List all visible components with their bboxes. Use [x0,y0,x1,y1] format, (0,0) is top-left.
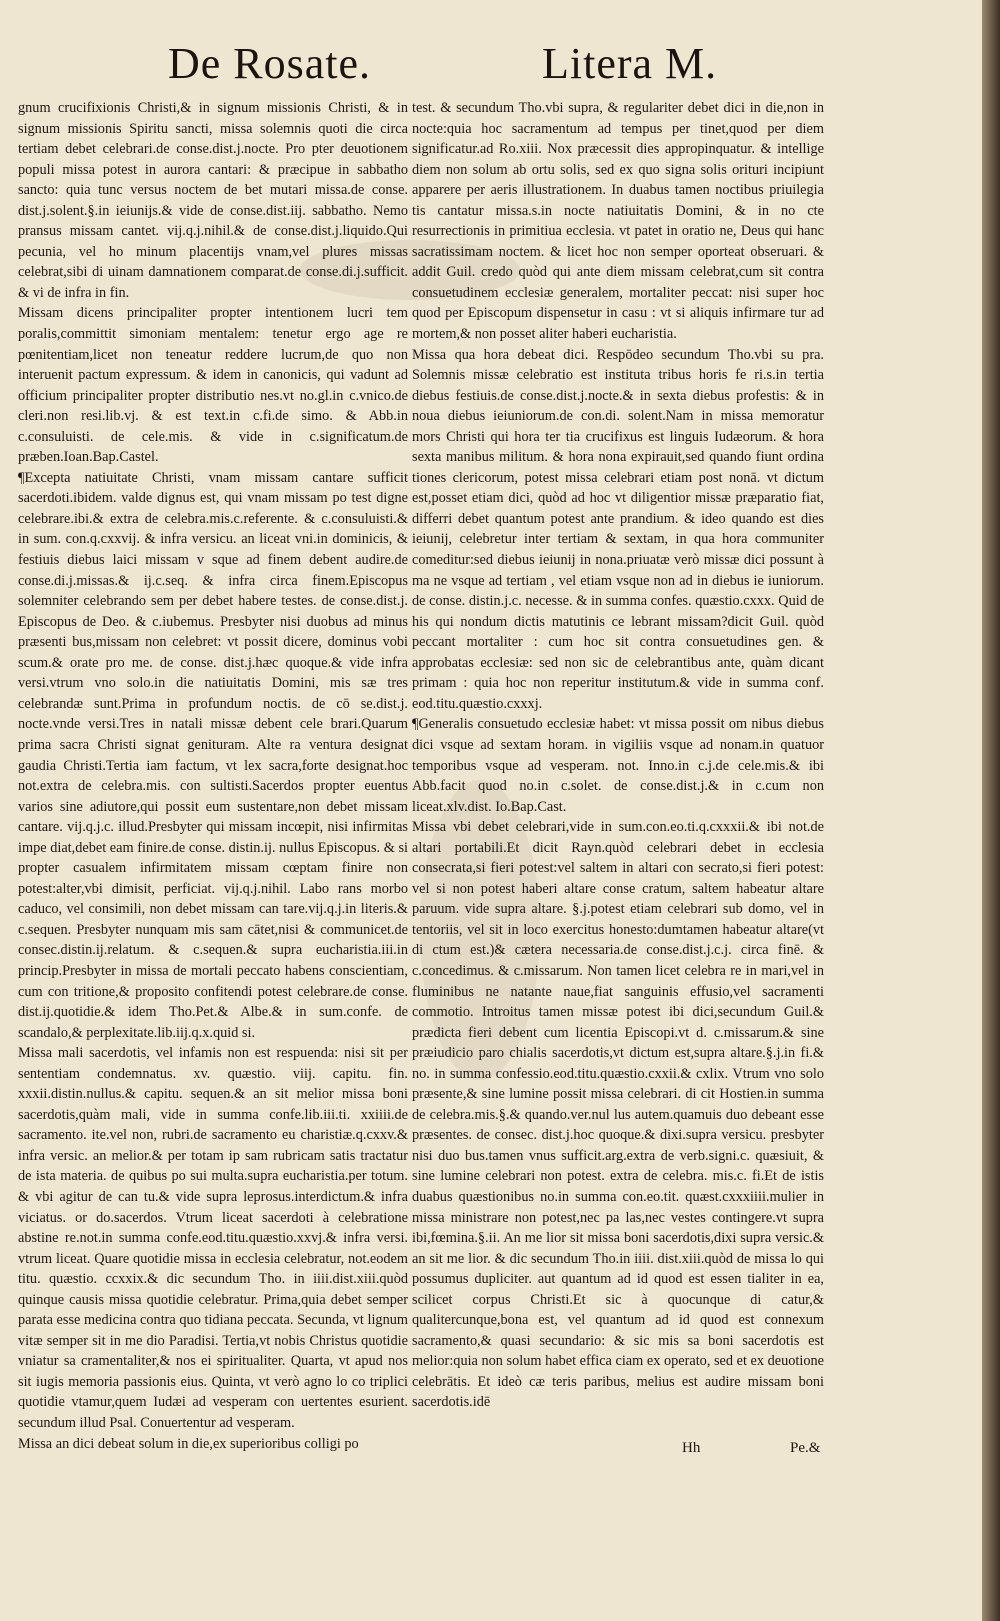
paragraph: Missa vbi debet celebrari,vide in sum.con.eo.ti.q.cxxxii.& ibi not.de altari portabili.Et dicit Rayn.quòd celebrari debet in ecclesia consecrata,si fieri potest:vel saltem in altari con secrato,si fieri potest: vel si non potest haberi altare conse cratum, saltem habeatur altare paruum. vide supra altare. §.j.potest etiam celebrari sub domo, vel in tentoriis, vel sit in loco exercitus honesto:dumtamen habeatur altare(vt di ctum est.)& cætera necessaria.de conse.dist.j.c.j. circa finē. & c.concedimus. & c.missarum. Non tamen licet celebra re in mari,vel in fluminibus ne natante naue,fiat sanguinis effusio,vel sacramenti commotio. Introitus tamen missæ potest ibi dici,secundum Guil.& prædicta fieri debent cum licentia Episcopi.vt d. c.missarum.& sine præiudicio paro chialis sacerdotis,vt dictum est,supra altare.§.j.in fi.& no. in summa confessio.eod.titu.quæstio.cxxii.& cxlix. Vtrum vno solo præsente,& sine lumine possit missa celebrari. di cit Hostien.in summa de celebra.mis.§.& quando.ver.nul lus autem.quamuis duo debeant esse præsentes. de consec. dist.j.hoc quoque.& dixi.supra versicu. presbyter nisi duo bus.tamen vnus sufficit.arg.extra de verb.signi.c. quæsiuit, & sine lumine celebrari non potest. extra de celebra. mis.c. fi.Et de istis duabus quæstionibus no.in summa con.eo.tit. quæst.cxxxiiii.mulier in missa ministrare non potest,nec pa las,nec vestes contingere.vt supra ibi,fœmina.§.ii. An me lior sit missa boni sacerdotis,dixi supra versic.& an sit me lior. & dic secundum Tho.in iiii. dist.xiii.quòd de missa lo qui possumus dupliciter. aut quantum ad id quod est essen tialiter in ea, scilicet corpus Christi.Et sic à quocunque di catur,& qualitercunque,bona est, vel quantum ad id quod est connexum sacramento,& quasi secundario: & sic mis sa boni sacerdotis est melior:quia non solum habet effica ciam ex operato, sed et ex deuotione celebrātis. Et ideò cæ teris paribus, melius est audire missam boni sacerdotis.idē [412,819,824,1411]
paragraph: Missa mali sacerdotis, vel infamis non est respuenda: nisi sit per sententiam condemnatus. xv. quæstio. viij. capitu. fin. xxxii.distin.nullus.& capitu. sequen.& an sit melior missa boni sacerdotis,quàm mali, vide in summa confe.lib.iii.ti. xxiiii.de sacramento. ite.vel non, rubri.de sacramento eu charistiæ.q.cxxv.& infra versic. an melior.& per totam ip sam rubricam satis tractatur de ista materia. de quibus po sui multa.supra eucharistia.per totum. & vbi agitur de can tu.& vide supra leprosus.interdictum.& infra viciatus. or do.sacerdos. Vtrum liceat sacerdoti à celebratione abstine re.not.in summa confe.eod.titu.quæstio.xxvj.& infra versi. vtrum liceat. Quare quotidie missa in ecclesia celebratur, not.eodem titu. quæstio. ccxxix.& dic secundum Tho. in iiii.dist.xiii.quòd quinque causis missa quotidie celebratur. Prima,quia debet semper parata esse medicina contra quo tidiana peccata. Secunda, vt lignum vitæ semper sit in me dio Paradisi. Tertia,vt nobis Christus quotidie vniatur sa cramentaliter,& nos ei spiritualiter. Quarta, vt apud nos sit iugis memoria passionis eius. Quinta, vt verò agno lo co triplici quotidie vtamur,quem Iudæi ad vesperam con uertentes esurient. secundum illud Psal. Conuertentur ad vesperam. [18,1045,408,1431]
right-column [412,98,824,1413]
paragraph: test. & secundum Tho.vbi supra, & regulariter debet dici in die,non in nocte:quia hoc sacramentum ad tempus per tinet,quod per diem significatur.ad Ro.xiii. Nox præcessit dies appropinquatur. & intellige diem non solum ab ortu solis, sed ex quo signa solis orituri incipiunt apparere per aeris illustrationem. In duabus tamen noctibus priuilegia tis cantatur missa.s.in nocte natiuitatis Domini, & in no cte resurrectionis in primitiua ecclesia. vt patet in oratio ne, Deus qui hanc sacratissimam noctem. & licet hoc non semper oporteat obseruari. & addit Guil. credo quòd qui ante diem missam celebrat,cum sit contra consuetudinem ecclesiæ generalem, mortaliter peccat: nisi super hoc quod per Episcopum dispensetur in casu : vt si aliquis infirmare tur ad mortem,& non posset aliter haberi eucharistia. [412,100,824,343]
running-head-right: Litera M. [542,39,718,88]
paragraph: Missa qua hora debeat dici. Respōdeo secundum Tho.vbi su pra. Solemnis missæ celebratio est instituta tribus horis fe ri.s.in tertia diebus festiuis.de conse.dist.j.nocte.& in sexta diebus profestis: & in noua diebus ieiuniorum.de con.di. solent.Nam in missa memoratur mors Christi qui hora ter tia crucifixus est linguis Iudæorum. & hora sexta manibus militum. & hora nona expirauit,sed quando fiunt ordina tiones clericorum, potest missa celebrari etiam post nonā. vt dictum est,posset etiam dici, quòd ad hoc vt diligentior missæ præparatio fiat, differri debet quantum potest ante prandium. & ideo quando est dies ieiunij, celebretur inter tertiam & sextam, in qua hora communiter comeditur:sed diebus ieiunij in nona.priuatæ verò missæ dici possunt à ma ne vsque ad tertiam , vel etiam vsque non ad in diebus ie iuniorum. de conse. distin.j.c. necesse. & in summa confes. quæstio.cxxx. Quid de his qui nondum dictis matutinis ce lebrant missam?dicit Guil. quòd peccant mortaliter : cum hoc sit contra consuetudines gen. & approbatas ecclesiæ: sed non sic de celebrantibus ante, quàm dicant primam : quia hoc non reperitur institutum.& vide in summa conf. eod.titu.quæstio.cxxxj. [412,346,824,712]
running-head-left: De Rosate. [168,39,372,88]
paragraph: Missa an dici debeat solum in die,ex superioribus colligi po [18,1435,359,1452]
catchword: Pe.& [790,1440,821,1456]
signature-mark: Hh [682,1440,701,1456]
paragraph: ¶Excepta natiuitate Christi, vnam missam cantare sufficit sacerdoti.ibidem. valde dignus est, qui vnam missam po test digne celebrare.ibi.& extra de celebra.mis.c.referente. & c.consuluisti.& in sum. con.q.cxxvij. & infra versicu. an liceat vni.in dominicis, & festiuis diebus laici missam v sque ad finem debent audire.de conse.di.j.missas.& ij.c.seq. & infra circa finem.Episcopus solemniter celebrando sem per debet habere testes. de conse.dist.j. Episcopus de Deo. & c.iubemus. Presbyter nisi duobus ad minus præsenti bus,missam non celebret: vt possit dicere, dominus vobi scum.& orate pro me. de conse. dist.j.hæc quoque.& vide infra versi.vtrum vno solo.in die natiuitatis Domini, mis sæ tres celebrandæ sunt.Prima in profundum noctis. de cō se.dist.j. nocte.vnde versi.Tres in natali missæ debent cele brari.Quarum prima sacra Christi signat genituram. Alte ra ventura designat gaudia Christi.Tertia iam factum, vt lex sacra,forte designat.hoc not.extra de celebra.mis. con sultisti.Sacerdos propter euentus varios sine adiutore,qui possit eum sustentare,non debet missam cantare. vij.q.j.c. illud.Presbyter qui missam incœpit, nisi infirmitas impe diat,debet eam finire.de conse. distin.ij. nullus Episcopus. & si propter casualem infirmitatem missam cœptam finire non potest:alter,vbi dimisit, perficiat. vij.q.j.nihil. Labo rans morbo caduco, vel consimili, non debet missam can tare.vij.q.j.in literis.& c.sequen. Presbyter nunquam mis sam cātet,nisi & communicet.de consec.distin.ij.relatum. & c.sequen.& supra eucharistia.iii.in princip.Presbyter in missa de mortali peccato habens conscientiam, cum con tritione,& proposito confitendi potest celebrare.de conse. dist.ij.quotidie.& idem Tho.Pet.& Albe.& in sum.confe. de scandalo,& perplexitate.lib.iij.q.x.quid si. [18,469,408,1041]
paragraph: ¶Generalis consuetudo ecclesiæ habet: vt missa possit om nibus diebus dici vsque ad sextam horam. in vigiliis vsque ad nonam.in quatuor temporibus vsque ad vesperam. not. Inno.in c.j.de cele.mis.& ibi Abb.facit quod no.in c.solet. de conse.dist.j.& in c.cum non liceat.xlv.dist. Io.Bap.Cast. [412,716,824,815]
book-spine-edge [982,0,1000,1621]
left-column [18,98,408,1454]
paragraph: Missam dicens principaliter propter intentionem lucri tem poralis,committit simoniam mentalem: tenetur ergo age re pœnitentiam,licet non teneatur reddere lucrum,de quo non interuenit pactum expressum. & idem in canonicis, qui vadunt ad officium principaliter propter distributio nes.vt no.gl.in c.vnico.de cleri.non resi.lib.vj. & est text.in c.fi.de simo. & Abb.in c.consuluisti. de cele.mis. & vide in c.significatum.de præben.Ioan.Bap.Castel. [18,305,408,466]
paragraph: gnum crucifixionis Christi,& in signum missionis Christi, & in signum missionis Spiritu sancti, missa solemnis quoti die circa tertiam debet celebrari.de conse.dist.j.nocte. Pro pter deuotionem populi missa potest in aurora cantari: & præcipue in sabbatho sancto: quia tunc versus noctem de bet mutari missa.de conse. dist.j.solent.§.in ieiunijs.& vide de conse.dist.iij. sabbatho. Nemo pransus missam cantet. vij.q.j.nihil.& de conse.dist.j.liquido.Qui pecunia, vel ho minum placentijs vnam,vel plures missas celebrat,sibi di uinam damnationem comparat.de conse.di.j.sufficit. & vi de infra in fin. [18,100,408,301]
